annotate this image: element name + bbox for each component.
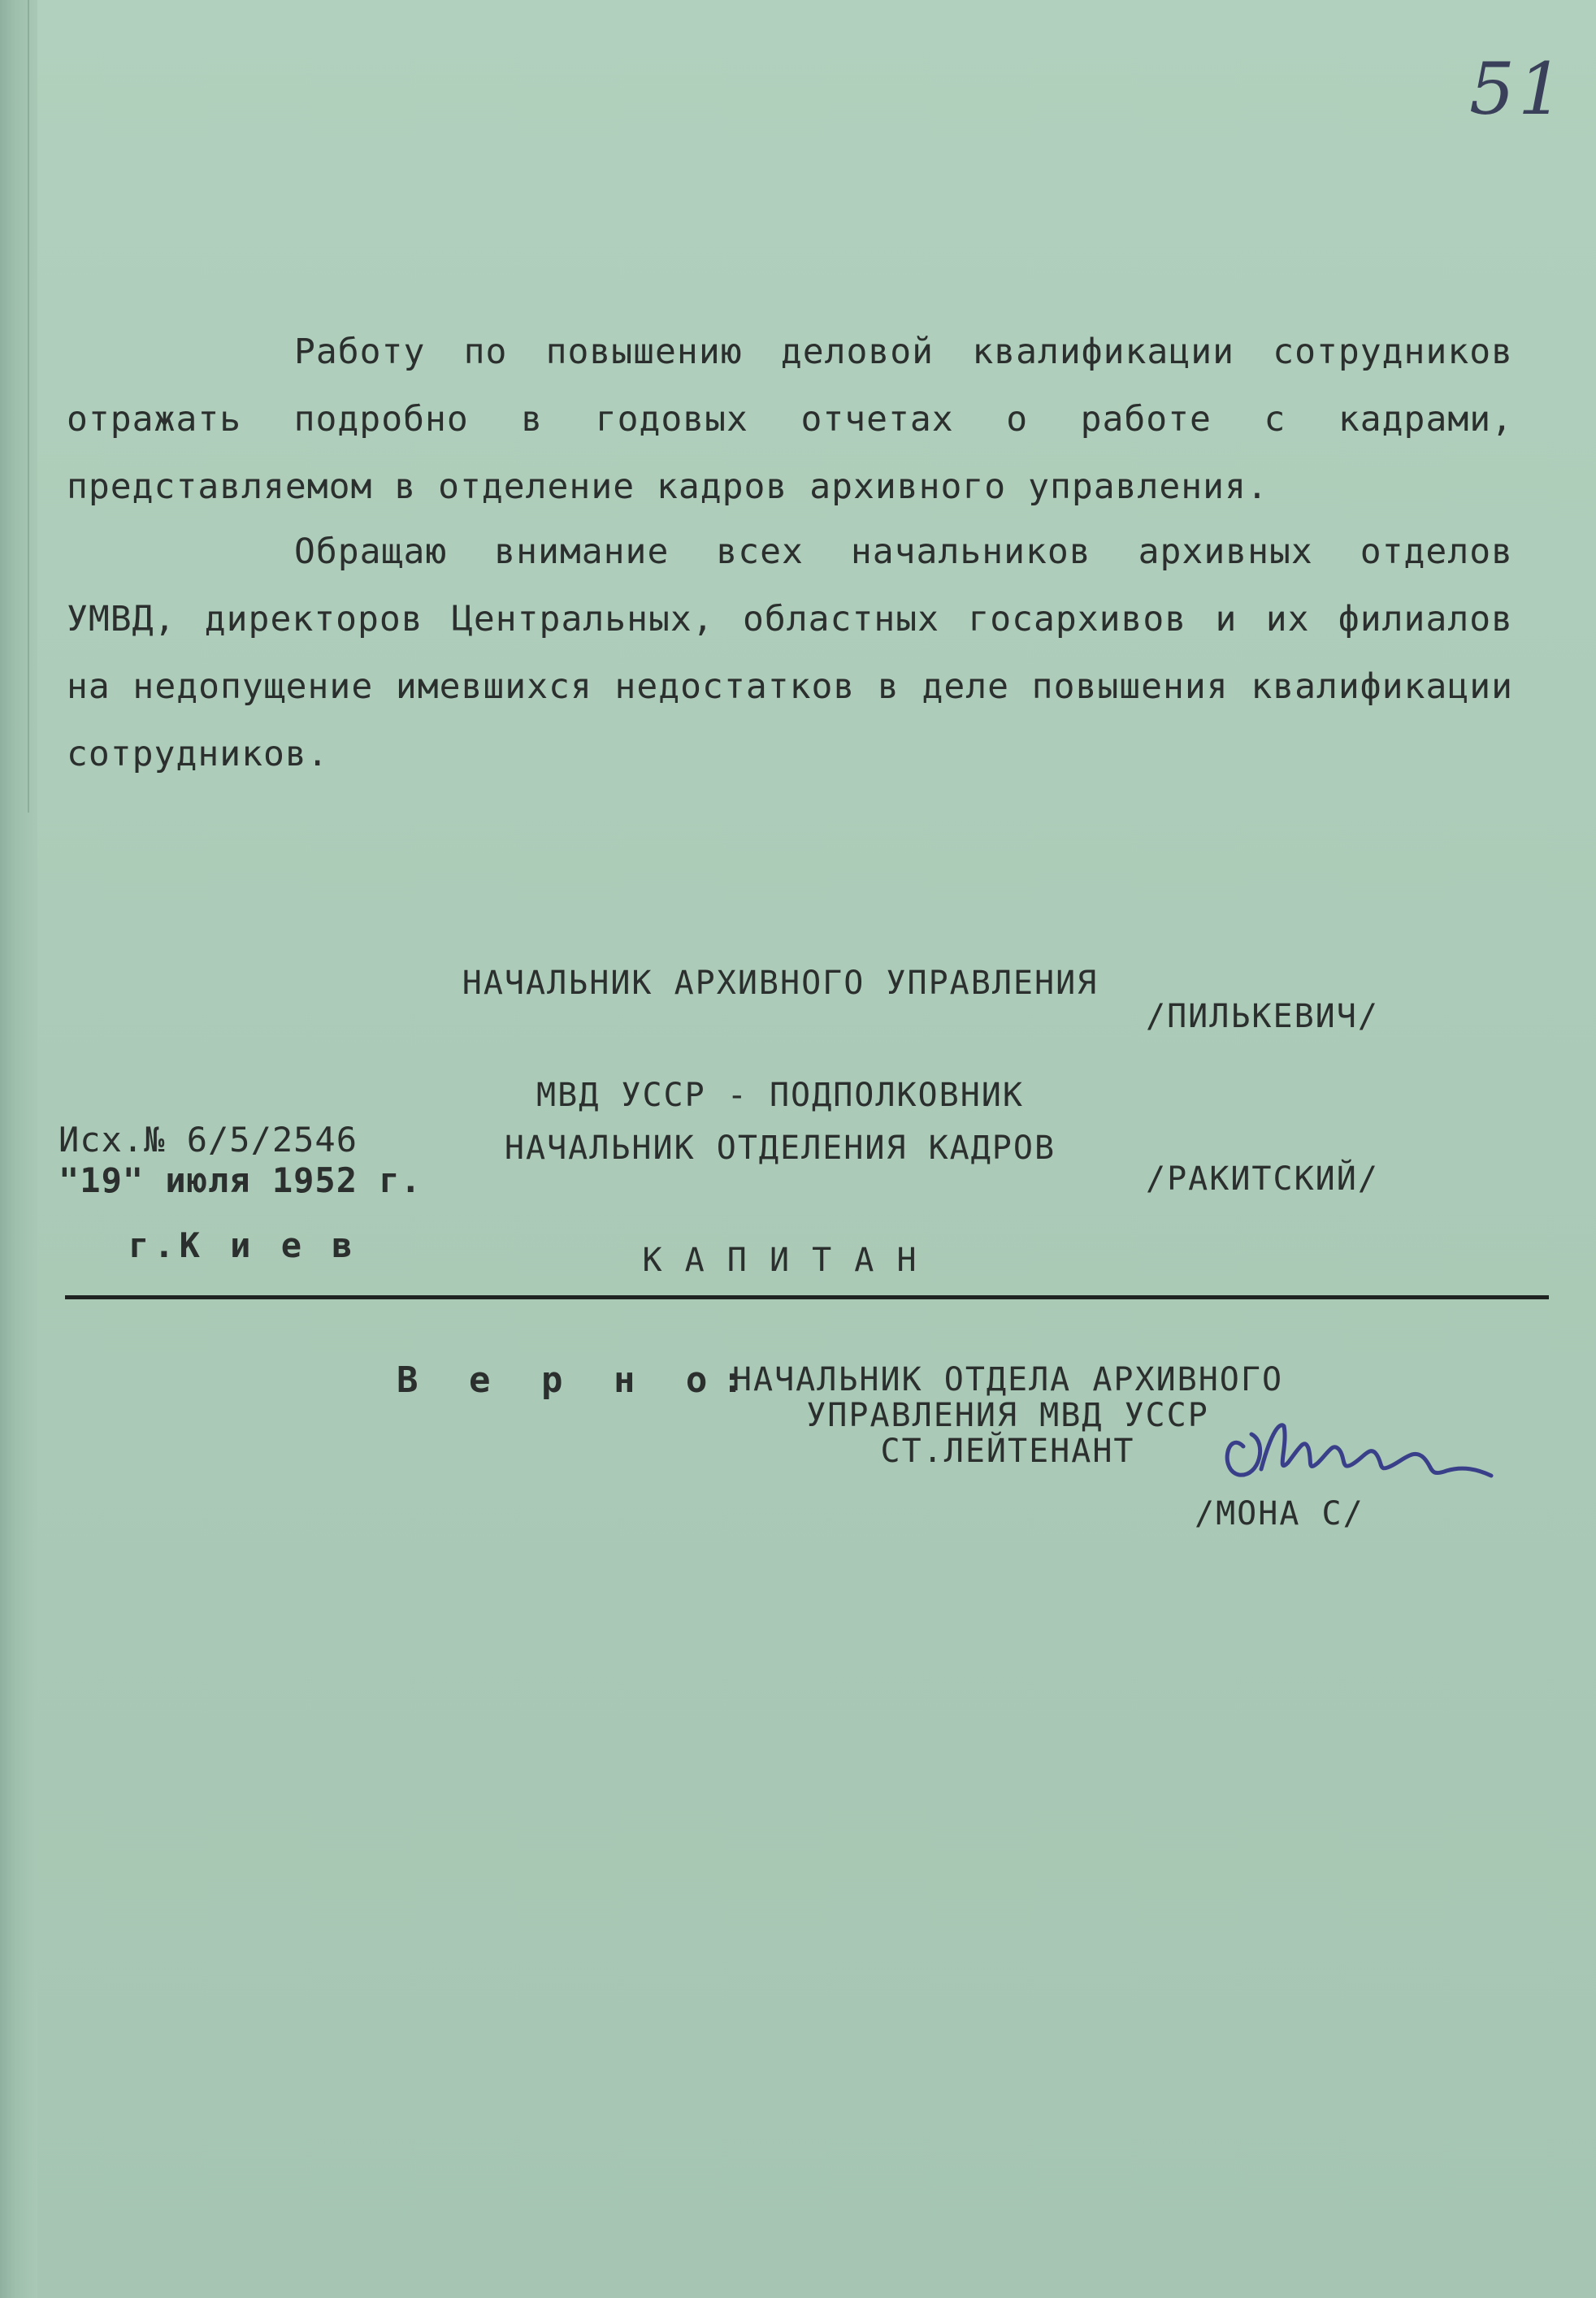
- divider-rule: [65, 1295, 1549, 1299]
- signature-2-title-line2: К А П И Т А Н: [642, 1242, 918, 1279]
- signature-stroke: [1227, 1425, 1491, 1476]
- body-paragraph-2: [67, 518, 1513, 788]
- signature-block-2-title: [414, 1055, 1146, 1354]
- folio-number: 51: [1469, 47, 1567, 131]
- certification-line1: НАЧАЛЬНИК ОТДЕЛА АРХИВНОГО: [731, 1361, 1284, 1398]
- certification-label: В е р н о:: [397, 1359, 758, 1401]
- certification-name: /МОНА С/: [1195, 1495, 1364, 1533]
- signature-2-name: /РАКИТСКИЙ/: [1146, 1160, 1379, 1198]
- binding-line: [28, 0, 29, 813]
- certification-line2: УПРАВЛЕНИЯ МВД УССР: [806, 1397, 1209, 1434]
- document-date: "19" июля 1952 г.: [59, 1160, 422, 1200]
- signature-2-title-line1: НАЧАЛЬНИК ОТДЕЛЕНИЯ КАДРОВ: [504, 1129, 1056, 1167]
- body-paragraph-1: [67, 319, 1513, 521]
- body-paragraph-2-text: Обращаю внимание всех начальников архивных отделов УМВД, директоров Центральных, областных госархивов и их филиалов на недопущение имевшихся недостатков в деле повышения квалификации сотрудников.: [67, 531, 1513, 774]
- outgoing-number: Исх.№ 6/5/2546: [59, 1120, 358, 1160]
- signature-1-title-line1: НАЧАЛЬНИК АРХИВНОГО УПРАВЛЕНИЯ: [462, 965, 1099, 1002]
- signature-1-name: /ПИЛЬКЕВИЧ/: [1146, 998, 1379, 1035]
- certification-line3: СТ.ЛЕЙТЕНАНТ: [880, 1433, 1135, 1470]
- signature-1-title-line2: МВД УССР - ПОДПОЛКОВНИК: [536, 1077, 1024, 1114]
- binding-edge: [0, 0, 37, 2298]
- body-paragraph-1-text: Работу по повышению деловой квалификации сотрудников отражать подробно в годовых отчетах о работе с кадрами, представляемом в отделение кадров архивного управления.: [67, 332, 1513, 507]
- handwritten-signature: [1211, 1398, 1503, 1503]
- document-city: г.К и е в: [128, 1225, 358, 1265]
